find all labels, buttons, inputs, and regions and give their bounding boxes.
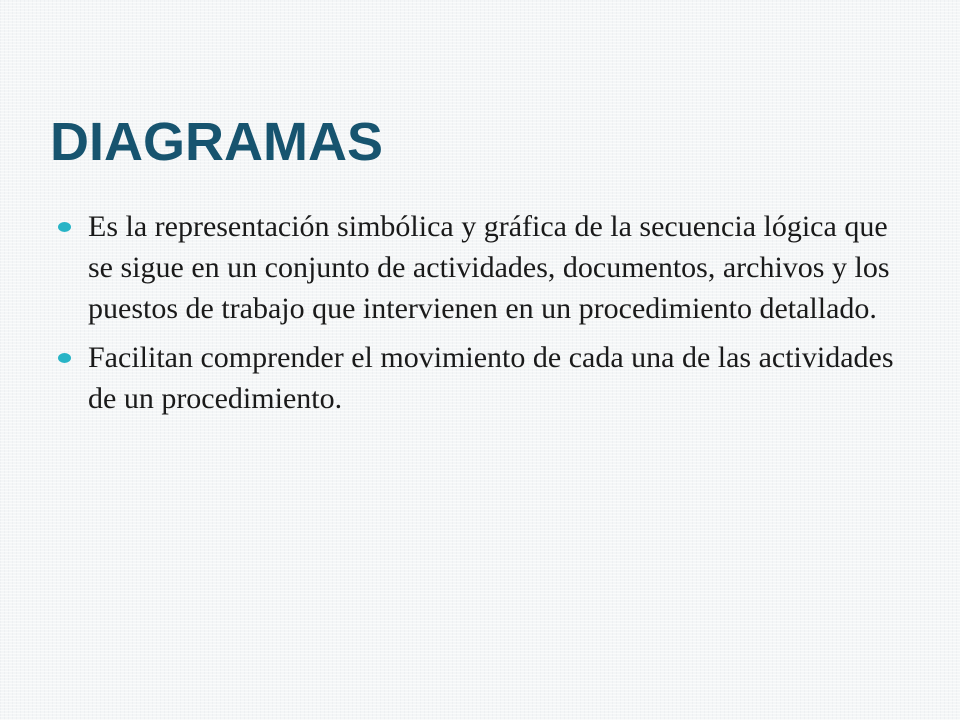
bullet-dot-icon bbox=[58, 353, 71, 363]
bullet-item bbox=[58, 337, 918, 419]
slide-title: DIAGRAMAS bbox=[50, 112, 383, 172]
bullet-list bbox=[58, 206, 918, 427]
bullet-item bbox=[58, 206, 918, 329]
bullet-dot-icon bbox=[58, 222, 71, 232]
bullet-text: Es la representación simbólica y gráfica de la secuencia lógica que se sigue en un conjunto de actividades, documentos, archivos y los puestos de trabajo que intervienen en un procedimiento detallado. bbox=[88, 210, 890, 325]
bullet-text: Facilitan comprender el movimiento de cada una de las actividades de un procedimiento. bbox=[88, 341, 894, 415]
